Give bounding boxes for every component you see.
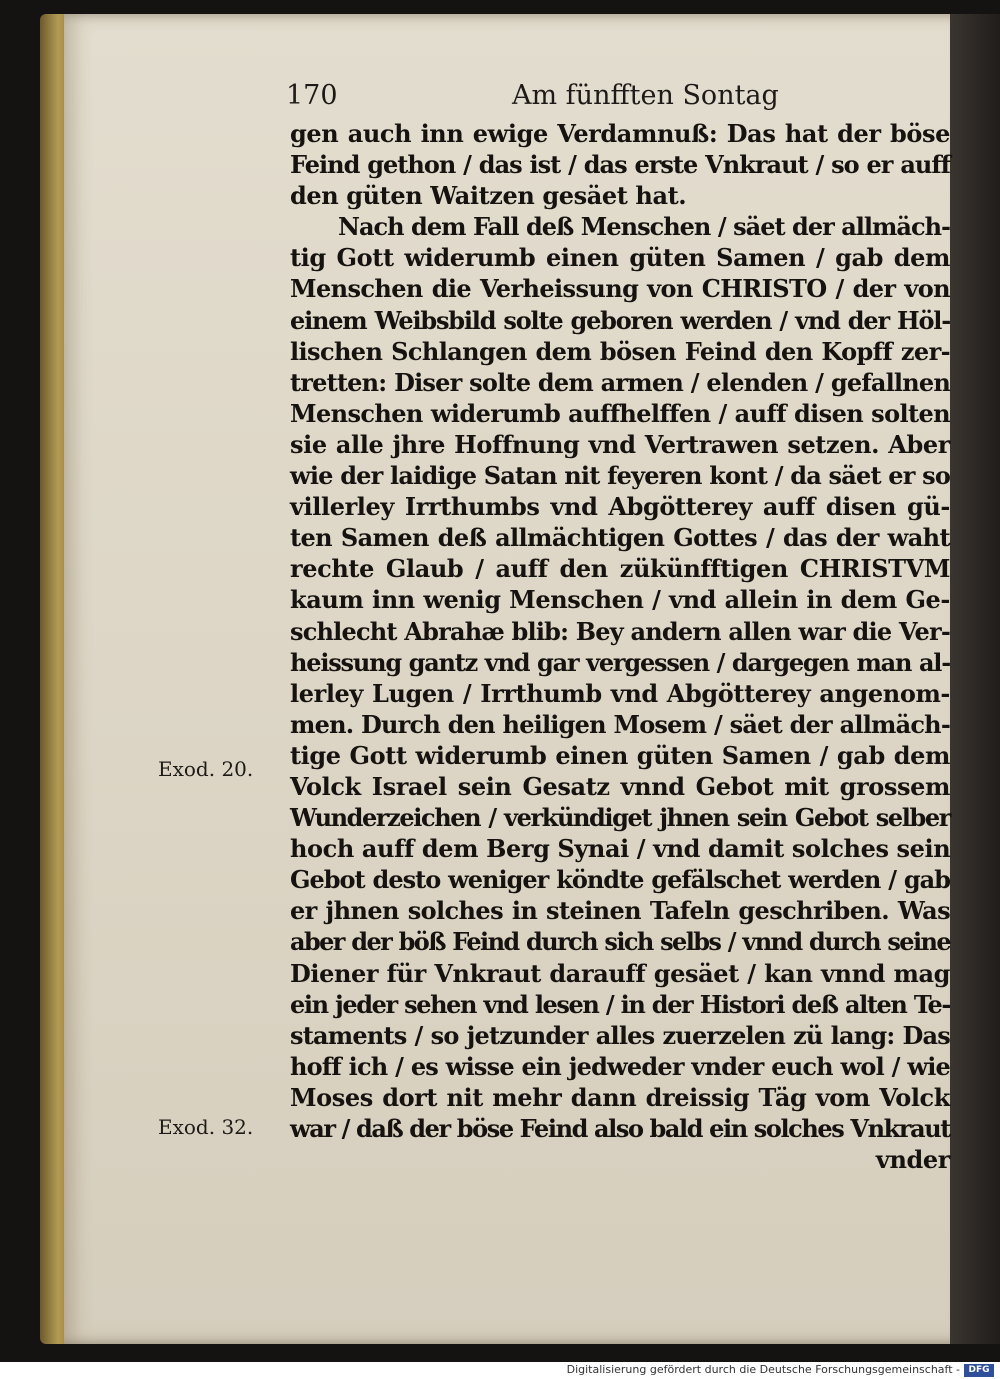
text-line: er jhnen solches in steinen Tafeln geschriben. Was [290,896,950,926]
text-line: Menschen widerumb auffhelffen / auff disen solten [290,398,950,428]
text-line: den güten Waitzen gesäet hat. [290,181,687,211]
footer-bar [0,1362,1000,1379]
text-line: Feind gethon / das ist / das erste Vnkraut / so er auff [290,150,950,180]
text-line: rechte Glaub / auff den zükünfftigen CHRISTVM [290,554,950,584]
footer-credit: Digitalisierung gefördert durch die Deutsche Forschungsgemeinschaft - [566,1363,960,1376]
text-line: heissung gantz vnd gar vergessen / dargegen man al- [290,647,950,677]
text-line: men. Durch den heiligen Mosem / säet der allmäch- [290,709,950,739]
text-line: Nach dem Fall deß Menschen / säet der allmäch- [338,212,950,242]
text-line: hoff ich / es wisse ein jedweder vnder euch wol / wie [290,1051,950,1081]
text-line: einem Weibsbild solte geboren werden / vnd der Höl- [290,305,950,335]
binding-shadow [950,14,1000,1344]
catchword: vnder [875,1145,950,1175]
dfg-logo-icon: DFG [964,1364,994,1377]
text-line: aber der böß Feind durch sich selbs / vnnd durch seine [290,927,950,957]
text-line: war / daß der böse Feind also bald ein solches Vnkraut [290,1114,950,1143]
text-line: lischen Schlangen dem bösen Feind den Kopff zer- [290,336,950,366]
margin-note-exod-20: Exod. 20. [158,757,254,781]
page-header [286,80,956,120]
text-line: tige Gott widerumb einen güten Samen / gab dem [290,740,950,770]
running-title: Am fünfften Sontag [512,80,779,111]
text-line: Diener für Vnkraut darauff gesäet / kan vnnd mag [290,958,950,988]
text-line: tretten: Diser solte dem armen / elenden / gefallnen [290,367,950,397]
text-line: tig Gott widerumb einen güten Samen / gab dem [290,243,950,273]
text-line: staments / so jetzunder alles zuerzelen zü lang: Das [290,1020,950,1050]
text-line: ten Samen deß allmächtigen Gottes / das der waht [290,523,950,553]
text-line: kaum inn wenig Menschen / vnd allein in dem Ge- [290,585,950,615]
text-line: hoch auff dem Berg Synai / vnd damit solches sein [290,834,951,864]
text-line: Volck Israel sein Gesatz vnnd Gebot mit grossem [290,771,950,801]
text-line: Wunderzeichen / verkündiget jhnen sein Gebot selber [290,803,950,833]
text-line: sie alle jhre Hoffnung vnd Vertrawen setzen. Aber [290,429,950,459]
text-line: Menschen die Verheissung von CHRISTO / der von [290,274,950,304]
body-text [290,118,950,1175]
text-line: villerley Irrthumbs vnd Abgötterey auff disen gü- [290,492,950,522]
text-line: gen auch inn ewige Verdamnuß: Das hat der böse [290,119,950,148]
text-line: lerley Lugen / Irrthumb vnd Abgötterey angenom- [290,678,950,708]
page-number: 170 [286,80,338,111]
text-line: wie der laidige Satan nit feyeren kont / da säet er so [290,461,951,491]
text-line: Moses dort nit mehr dann dreissig Täg vom Volck [290,1082,950,1112]
text-line: Gebot desto weniger köndte gefälschet werden / gab [290,865,950,895]
text-line: ein jeder sehen vnd lesen / in der Histori deß alten Te- [290,989,950,1019]
text-line: schlecht Abrahæ blib: Bey andern allen war die Ver- [290,616,950,646]
margin-note-exod-32: Exod. 32. [158,1115,254,1139]
